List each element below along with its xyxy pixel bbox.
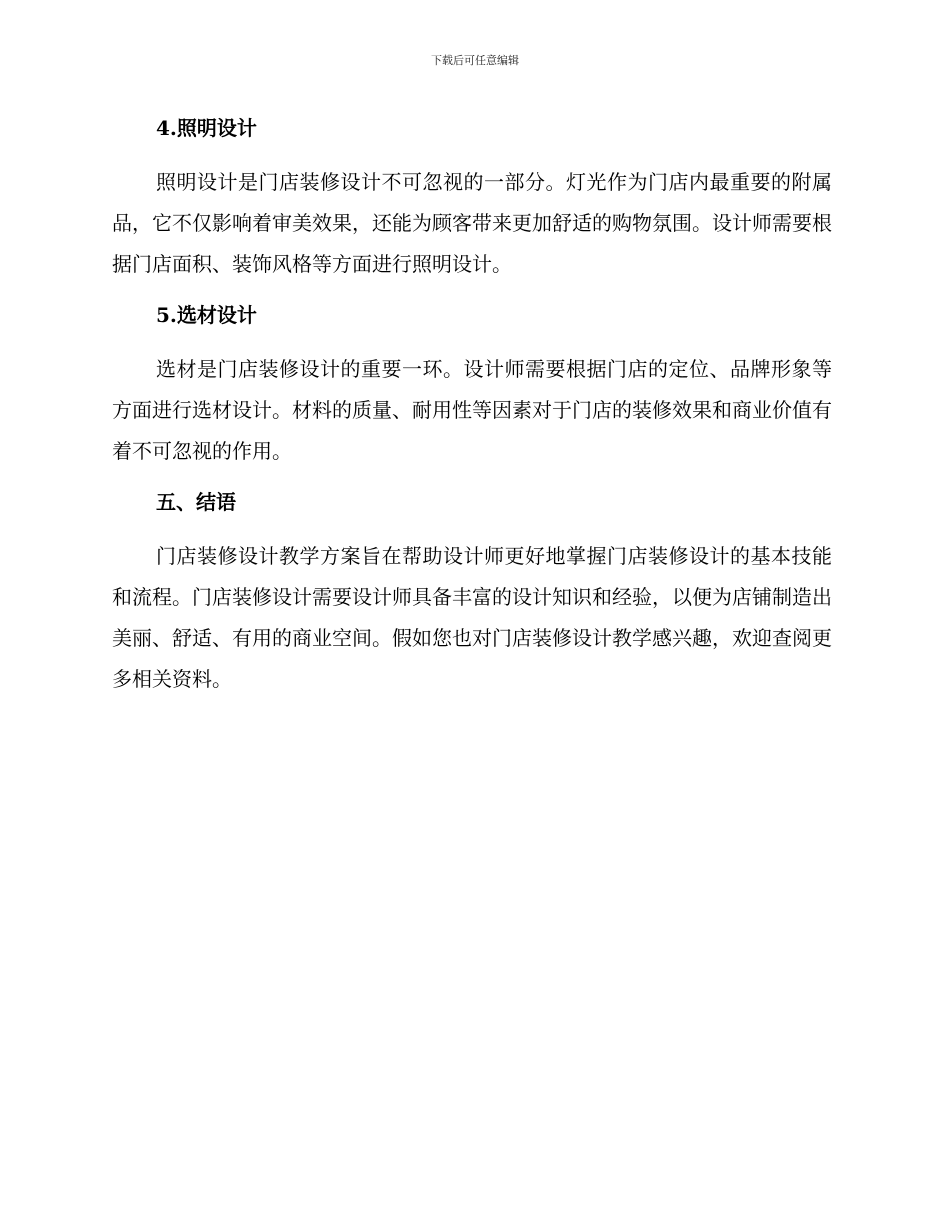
section-paragraph: 照明设计是门店装修设计不可忽视的一部分。灯光作为门店内最重要的附属品，它不仅影响着审美效果，还能为顾客带来更加舒适的购物氛围。设计师需要根据门店面积、装饰风格等方面进行照明设计。 <box>112 170 832 276</box>
document-body <box>112 110 832 700</box>
section-heading: 5.选材设计 <box>156 303 257 327</box>
section-heading: 五、结语 <box>156 490 236 514</box>
section-heading: 4.照明设计 <box>156 116 257 140</box>
page-header: 下载后可任意编辑 <box>431 54 519 67</box>
section-paragraph: 门店装修设计教学方案旨在帮助设计师更好地掌握门店装修设计的基本技能和流程。门店装修设计需要设计师具备丰富的设计知识和经验，以便为店铺制造出美丽、舒适、有用的商业空间。假如您也对门店装修设计教学感兴趣，欢迎查阅更多相关资料。 <box>112 544 832 691</box>
section-conclusion <box>112 484 832 700</box>
section-paragraph: 选材是门店装修设计的重要一环。设计师需要根据门店的定位、品牌形象等方面进行选材设计。材料的质量、耐用性等因素对于门店的装修效果和商业价值有着不可忽视的作用。 <box>112 357 832 463</box>
section-lighting-design <box>112 110 832 285</box>
section-material-design <box>112 297 832 472</box>
